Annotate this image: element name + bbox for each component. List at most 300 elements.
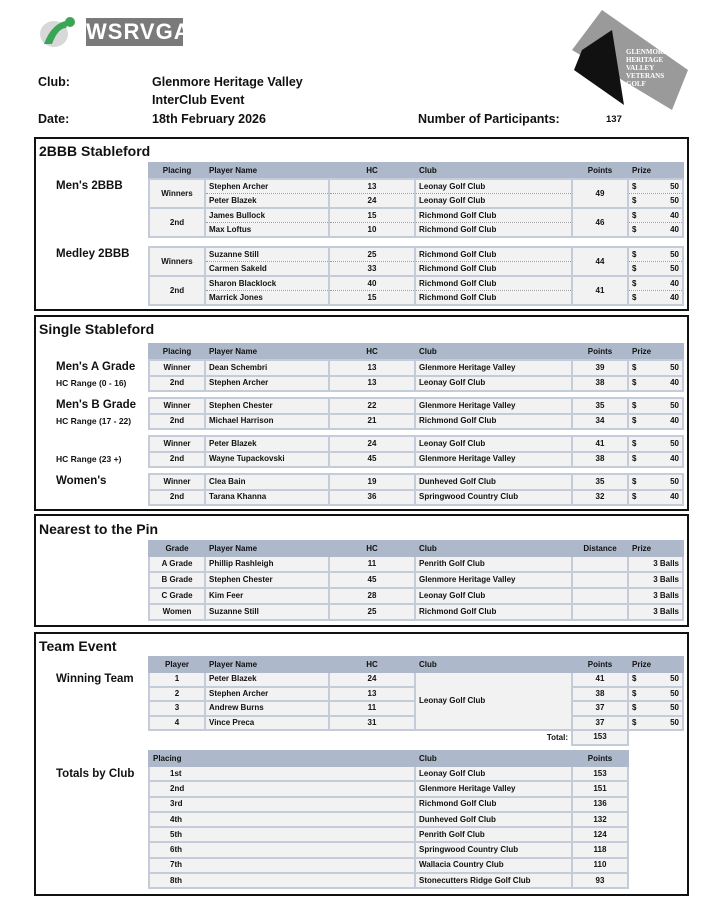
player-name: Peter Blazek [205, 436, 329, 452]
column-header: Player [149, 657, 205, 672]
club-cell: Leonay Golf Club [415, 672, 572, 730]
prize-cell: 3 Balls [628, 604, 683, 620]
points-cell: 41 [572, 672, 628, 687]
currency: $ [632, 278, 637, 288]
currency: $ [632, 195, 637, 205]
distance-cell [572, 572, 628, 588]
club-cell: Richmond Golf Club [415, 414, 572, 430]
hc-cell: 10 [329, 223, 415, 238]
table-row [149, 858, 628, 873]
hc-cell: 21 [329, 414, 415, 430]
prize-cell: 3 Balls [628, 556, 683, 572]
currency: $ [632, 492, 637, 502]
prize [632, 279, 679, 289]
prize [632, 416, 679, 426]
table-row [149, 247, 683, 262]
club-cell: Stonecutters Ridge Golf Club [415, 873, 572, 888]
club-cell: Richmond Golf Club [415, 223, 572, 238]
placing-cell: 1st [149, 766, 415, 781]
currency: $ [632, 249, 637, 259]
participants-label: Number of Participants: [418, 112, 560, 126]
club-cell: Glenmore Heritage Valley [415, 572, 572, 588]
player-name: Tarana Khanna [205, 490, 329, 506]
points-cell: 153 [572, 766, 628, 781]
club-cell: Glenmore Heritage Valley [415, 781, 572, 796]
club-cell: Leonay Golf Club [415, 588, 572, 604]
table-row [149, 604, 683, 620]
column-header: Distance [572, 541, 628, 556]
section-title: 2BBB Stableford [39, 143, 151, 159]
currency: $ [632, 210, 637, 220]
prize [632, 439, 679, 449]
event-label: Totals by Club [56, 768, 135, 780]
hc-cell: 40 [329, 276, 415, 291]
table-row [149, 452, 683, 468]
placing-cell: 8th [149, 873, 415, 888]
hc-cell: 45 [329, 452, 415, 468]
prize-amount: 50 [670, 362, 679, 372]
points-cell: 35 [572, 398, 628, 414]
prize [632, 689, 679, 699]
points-cell: 39 [572, 360, 628, 376]
column-header: HC [329, 541, 415, 556]
hc-cell: 19 [329, 474, 415, 490]
event-label: Men's B Grade [56, 399, 137, 411]
hc-cell: 28 [329, 588, 415, 604]
placing-cell: 2nd [149, 276, 205, 305]
player-name: Peter Blazek [205, 194, 329, 209]
prize-cell [628, 436, 683, 452]
player-name: Stephen Archer [205, 179, 329, 194]
placing-cell: Winner [149, 474, 205, 490]
hc-cell: 45 [329, 572, 415, 588]
points-cell: 38 [572, 376, 628, 392]
table-row [149, 474, 683, 490]
currency: $ [632, 416, 637, 426]
prize-amount: 50 [670, 400, 679, 410]
column-header: Points [572, 657, 628, 672]
player-name: Vince Preca [205, 716, 329, 731]
table-row [149, 276, 683, 291]
club-cell: Richmond Golf Club [415, 276, 572, 291]
placing-cell: 2nd [149, 490, 205, 506]
placing-cell: Winner [149, 436, 205, 452]
prize-amount: 50 [670, 249, 679, 259]
currency: $ [632, 362, 637, 372]
table-row [149, 827, 628, 842]
currency: $ [632, 476, 637, 486]
currency: $ [632, 224, 637, 234]
participants-value: 137 [606, 114, 622, 125]
player-name: Sharon Blacklock [205, 276, 329, 291]
player-name: Stephen Archer [205, 687, 329, 702]
header-row [149, 163, 683, 178]
single-header-table [148, 343, 684, 360]
single-grade-table [148, 359, 684, 392]
section-nearest-pin [34, 514, 689, 627]
points-cell: 46 [572, 208, 628, 237]
prize-cell [628, 490, 683, 506]
total-value: 153 [572, 730, 628, 745]
spacer [628, 730, 683, 745]
prize [632, 492, 679, 502]
column-header: Club [415, 541, 572, 556]
table-row [149, 588, 683, 604]
table-row [149, 766, 628, 781]
club-cell: Leonay Golf Club [415, 179, 572, 194]
table-row [149, 376, 683, 392]
table-row [149, 208, 683, 223]
grade-cell: Women [149, 604, 205, 620]
prize-cell [628, 672, 683, 687]
points-cell: 132 [572, 812, 628, 827]
date-value: 18th February 2026 [152, 112, 266, 126]
points-cell: 41 [572, 276, 628, 305]
hc-cell: 22 [329, 398, 415, 414]
player-name: Wayne Tupackovski [205, 452, 329, 468]
placing-cell: 4th [149, 812, 415, 827]
points-cell: 93 [572, 873, 628, 888]
prize-cell [628, 276, 683, 291]
column-header: Prize [628, 163, 683, 178]
club-cell: Glenmore Heritage Valley [415, 360, 572, 376]
prize [632, 718, 679, 728]
column-header: HC [329, 344, 415, 359]
club-cell: Richmond Golf Club [415, 262, 572, 277]
prize-cell [628, 687, 683, 702]
hc-cell: 24 [329, 672, 415, 687]
section-2bbb [34, 137, 689, 311]
logo-text: WSRVGA [86, 19, 191, 44]
player-name: Stephen Chester [205, 572, 329, 588]
table-row [149, 873, 628, 888]
event-label: Winning Team [56, 673, 134, 685]
distance-cell [572, 588, 628, 604]
player-number: 2 [149, 687, 205, 702]
event-label: Men's 2BBB [56, 180, 123, 192]
hc-cell: 11 [329, 701, 415, 716]
prize-cell [628, 701, 683, 716]
column-header: Placing [149, 163, 205, 178]
club-cell: Glenmore Heritage Valley [415, 398, 572, 414]
column-header: Points [572, 163, 628, 178]
event-label: Women's [56, 475, 107, 487]
points-cell: 44 [572, 247, 628, 276]
club-cell: Richmond Golf Club [415, 604, 572, 620]
prize [632, 264, 679, 274]
table-row [149, 672, 683, 687]
prize-cell [628, 716, 683, 731]
hc-cell: 15 [329, 291, 415, 306]
currency: $ [632, 717, 637, 727]
points-cell: 151 [572, 781, 628, 796]
placing-cell: 2nd [149, 208, 205, 237]
prize-amount: 40 [670, 454, 679, 464]
prize-amount: 50 [670, 263, 679, 273]
prize-cell [628, 194, 683, 209]
currency: $ [632, 400, 637, 410]
table-row [149, 781, 628, 796]
placing-cell: 2nd [149, 781, 415, 796]
player-name: James Bullock [205, 208, 329, 223]
hc-cell: 24 [329, 436, 415, 452]
section-title: Team Event [39, 638, 117, 654]
bbb-header-table [148, 162, 684, 179]
event-label: Men's A Grade [56, 361, 136, 373]
event-name: InterClub Event [152, 93, 245, 107]
club-cell: Springwood Country Club [415, 490, 572, 506]
bbb-event-table [148, 246, 684, 306]
placing-cell: 2nd [149, 414, 205, 430]
prize-amount: 50 [670, 438, 679, 448]
currency: $ [632, 688, 637, 698]
table-row [149, 812, 628, 827]
hc-cell: 11 [329, 556, 415, 572]
column-header: Club [415, 163, 572, 178]
header-row [149, 657, 683, 672]
column-header: Prize [628, 657, 683, 672]
points-cell: 32 [572, 490, 628, 506]
table-row [149, 179, 683, 194]
currency: $ [632, 703, 637, 713]
prize-amount: 50 [670, 674, 679, 684]
prize-cell [628, 223, 683, 238]
points-cell: 118 [572, 842, 628, 857]
table-row [149, 556, 683, 572]
table-row [149, 797, 628, 812]
column-header: HC [329, 657, 415, 672]
prize-cell [628, 474, 683, 490]
player-name: Carmen Sakeld [205, 262, 329, 277]
hc-range-label: HC Range (0 - 16) [56, 378, 127, 388]
team-table [148, 656, 684, 746]
table-row [149, 572, 683, 588]
prize-amount: 50 [670, 181, 679, 191]
section-single-stableford [34, 315, 689, 511]
hc-cell: 33 [329, 262, 415, 277]
table-row [149, 398, 683, 414]
hc-cell: 36 [329, 490, 415, 506]
prize-cell [628, 179, 683, 194]
points-cell: 38 [572, 452, 628, 468]
prize-cell [628, 247, 683, 262]
placing-cell: Winner [149, 398, 205, 414]
prize-cell [628, 452, 683, 468]
player-name: Peter Blazek [205, 672, 329, 687]
section-title: Nearest to the Pin [39, 521, 159, 537]
header-row [149, 344, 683, 359]
placing-cell: 6th [149, 842, 415, 857]
prize-cell: 3 Balls [628, 572, 683, 588]
table-row [149, 436, 683, 452]
prize-cell [628, 376, 683, 392]
points-cell: 110 [572, 858, 628, 873]
prize [632, 378, 679, 388]
glenmore-logo: GLENMORE HERITAGE VALLEY VETERANS GOLF [572, 10, 688, 110]
prize-amount: 50 [670, 195, 679, 205]
total-row [149, 730, 683, 745]
placing-cell: Winner [149, 360, 205, 376]
header-row [149, 751, 628, 766]
points-cell: 136 [572, 797, 628, 812]
hc-cell: 25 [329, 247, 415, 262]
prize-amount: 40 [670, 416, 679, 426]
hc-cell: 24 [329, 194, 415, 209]
column-header: Club [415, 751, 572, 766]
prize-amount: 50 [670, 717, 679, 727]
prize-cell [628, 398, 683, 414]
points-cell: 38 [572, 687, 628, 702]
hc-cell: 31 [329, 716, 415, 731]
prize-cell [628, 208, 683, 223]
hc-cell: 13 [329, 179, 415, 194]
club-cell: Richmond Golf Club [415, 247, 572, 262]
wsrvga-logo [36, 14, 191, 48]
club-label: Club: [38, 75, 70, 89]
prize [632, 182, 679, 192]
prize [632, 225, 679, 235]
placing-cell: 3rd [149, 797, 415, 812]
club-cell: Dunheved Golf Club [415, 812, 572, 827]
player-name: Clea Bain [205, 474, 329, 490]
player-number: 4 [149, 716, 205, 731]
totals-table [148, 750, 629, 889]
single-grade-table [148, 435, 684, 468]
points-cell: 35 [572, 474, 628, 490]
hc-cell: 15 [329, 208, 415, 223]
hc-cell: 13 [329, 360, 415, 376]
club-cell: Richmond Golf Club [415, 797, 572, 812]
prize [632, 250, 679, 260]
single-grade-table [148, 397, 684, 430]
section-title: Single Stableford [39, 321, 155, 337]
points-cell: 37 [572, 701, 628, 716]
player-name: Kim Feer [205, 588, 329, 604]
placing-cell: 7th [149, 858, 415, 873]
table-row [149, 490, 683, 506]
date-label: Date: [38, 112, 70, 126]
prize-cell [628, 360, 683, 376]
grade-cell: B Grade [149, 572, 205, 588]
placing-cell: Winners [149, 179, 205, 208]
pin-table [148, 540, 684, 621]
column-header: Points [572, 751, 628, 766]
prize-amount: 50 [670, 688, 679, 698]
section-team-event [34, 632, 689, 896]
player-number: 3 [149, 701, 205, 716]
prize [632, 401, 679, 411]
event-label: Medley 2BBB [56, 248, 130, 260]
table-row [149, 360, 683, 376]
column-header: Player Name [205, 344, 329, 359]
prize-amount: 40 [670, 224, 679, 234]
currency: $ [632, 674, 637, 684]
prize-amount: 40 [670, 378, 679, 388]
column-header: Prize [628, 344, 683, 359]
table-row [149, 842, 628, 857]
points-cell: 37 [572, 716, 628, 731]
prize-cell [628, 291, 683, 306]
column-header: Player Name [205, 541, 329, 556]
club-cell: Dunheved Golf Club [415, 474, 572, 490]
column-header: Points [572, 344, 628, 359]
player-name: Suzanne Still [205, 247, 329, 262]
prize [632, 363, 679, 373]
column-header: Placing [149, 344, 205, 359]
club-cell: Wallacia Country Club [415, 858, 572, 873]
club-cell: Springwood Country Club [415, 842, 572, 857]
distance-cell [572, 604, 628, 620]
player-name: Andrew Burns [205, 701, 329, 716]
player-name: Phillip Rashleigh [205, 556, 329, 572]
prize [632, 454, 679, 464]
player-name: Marrick Jones [205, 291, 329, 306]
column-header: Placing [149, 751, 415, 766]
total-label: Total: [546, 732, 568, 742]
placing-cell: 2nd [149, 376, 205, 392]
points-cell: 34 [572, 414, 628, 430]
column-header: Grade [149, 541, 205, 556]
points-cell: 41 [572, 436, 628, 452]
currency: $ [632, 181, 637, 191]
prize-amount: 50 [670, 703, 679, 713]
prize-amount: 40 [670, 492, 679, 502]
prize-amount: 40 [670, 278, 679, 288]
player-name: Stephen Archer [205, 376, 329, 392]
player-name: Dean Schembri [205, 360, 329, 376]
placing-cell: Winners [149, 247, 205, 276]
currency: $ [632, 292, 637, 302]
player-name: Michael Harrison [205, 414, 329, 430]
column-header: Club [415, 657, 572, 672]
column-header: Club [415, 344, 572, 359]
player-number: 1 [149, 672, 205, 687]
hc-cell: 13 [329, 687, 415, 702]
distance-cell [572, 556, 628, 572]
club-cell: Penrith Golf Club [415, 827, 572, 842]
single-grade-table [148, 473, 684, 506]
grade-cell: A Grade [149, 556, 205, 572]
currency: $ [632, 438, 637, 448]
placing-cell: 5th [149, 827, 415, 842]
placing-cell: 2nd [149, 452, 205, 468]
points-cell: 49 [572, 179, 628, 208]
club-cell: Leonay Golf Club [415, 766, 572, 781]
prize-cell [628, 262, 683, 277]
club-cell: Richmond Golf Club [415, 291, 572, 306]
player-name: Stephen Chester [205, 398, 329, 414]
prize [632, 293, 679, 303]
currency: $ [632, 263, 637, 273]
hc-range-label: HC Range (17 - 22) [56, 416, 132, 426]
club-cell: Leonay Golf Club [415, 194, 572, 209]
club-cell: Glenmore Heritage Valley [415, 452, 572, 468]
points-cell: 124 [572, 827, 628, 842]
header-row [149, 541, 683, 556]
column-header: Prize [628, 541, 683, 556]
column-header: Player Name [205, 163, 329, 178]
prize-cell [628, 414, 683, 430]
column-header: Player Name [205, 657, 329, 672]
currency: $ [632, 454, 637, 464]
prize-amount: 40 [670, 210, 679, 220]
prize-amount: 50 [670, 476, 679, 486]
hc-range-label: HC Range (23 +) [56, 454, 122, 464]
table-row [149, 414, 683, 430]
prize-amount: 40 [670, 292, 679, 302]
column-header: HC [329, 163, 415, 178]
hc-cell: 25 [329, 604, 415, 620]
